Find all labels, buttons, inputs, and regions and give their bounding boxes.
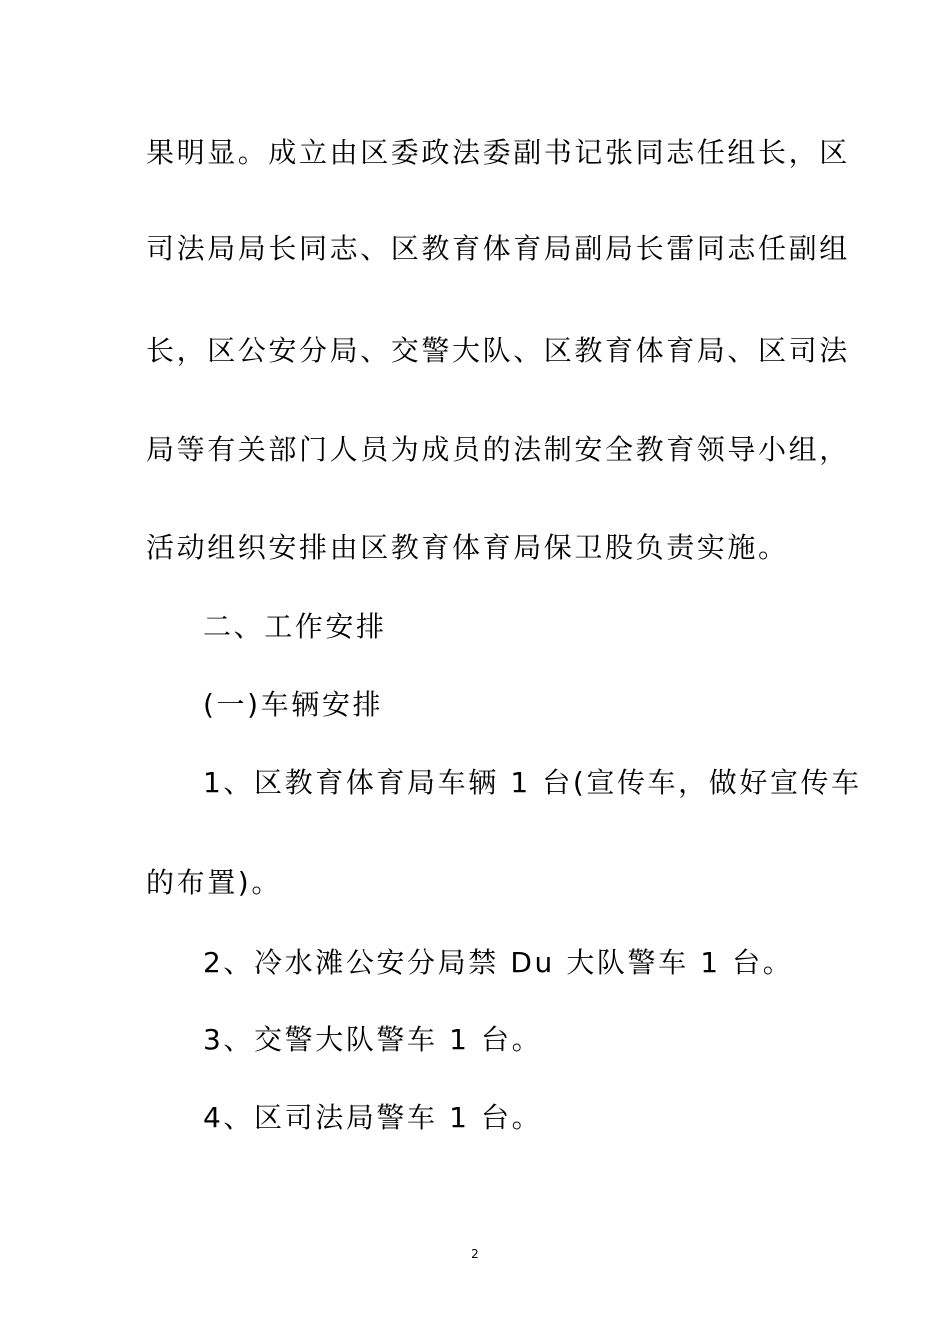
paragraph-line: 局等有关部门人员为成员的法制安全教育领导小组， xyxy=(146,433,850,466)
list-item: 4、区司法局警车 1 台。 xyxy=(203,1101,543,1134)
subsection-heading: (一)车辆安排 xyxy=(203,688,384,721)
list-item: 1、区教育体育局车辆 1 台(宣传车，做好宣传车 xyxy=(203,766,862,799)
section-heading: 二、工作安排 xyxy=(203,610,387,643)
page-number: 2 xyxy=(471,1247,479,1261)
paragraph-line: 活动组织安排由区教育体育局保卫股负责实施。 xyxy=(146,531,789,564)
list-item: 2、冷水滩公安分局禁 Du 大队警车 1 台。 xyxy=(203,946,794,979)
list-item: 3、交警大队警车 1 台。 xyxy=(203,1023,543,1056)
paragraph-line: 长，区公安分局、交警大队、区教育体育局、区司法 xyxy=(146,334,850,367)
paragraph-line: 果明显。成立由区委政法委副书记张同志任组长，区 xyxy=(146,136,850,169)
list-item-continuation: 的布置)。 xyxy=(146,866,282,899)
paragraph-line: 司法局局长同志、区教育体育局副局长雷同志任副组 xyxy=(146,232,850,265)
